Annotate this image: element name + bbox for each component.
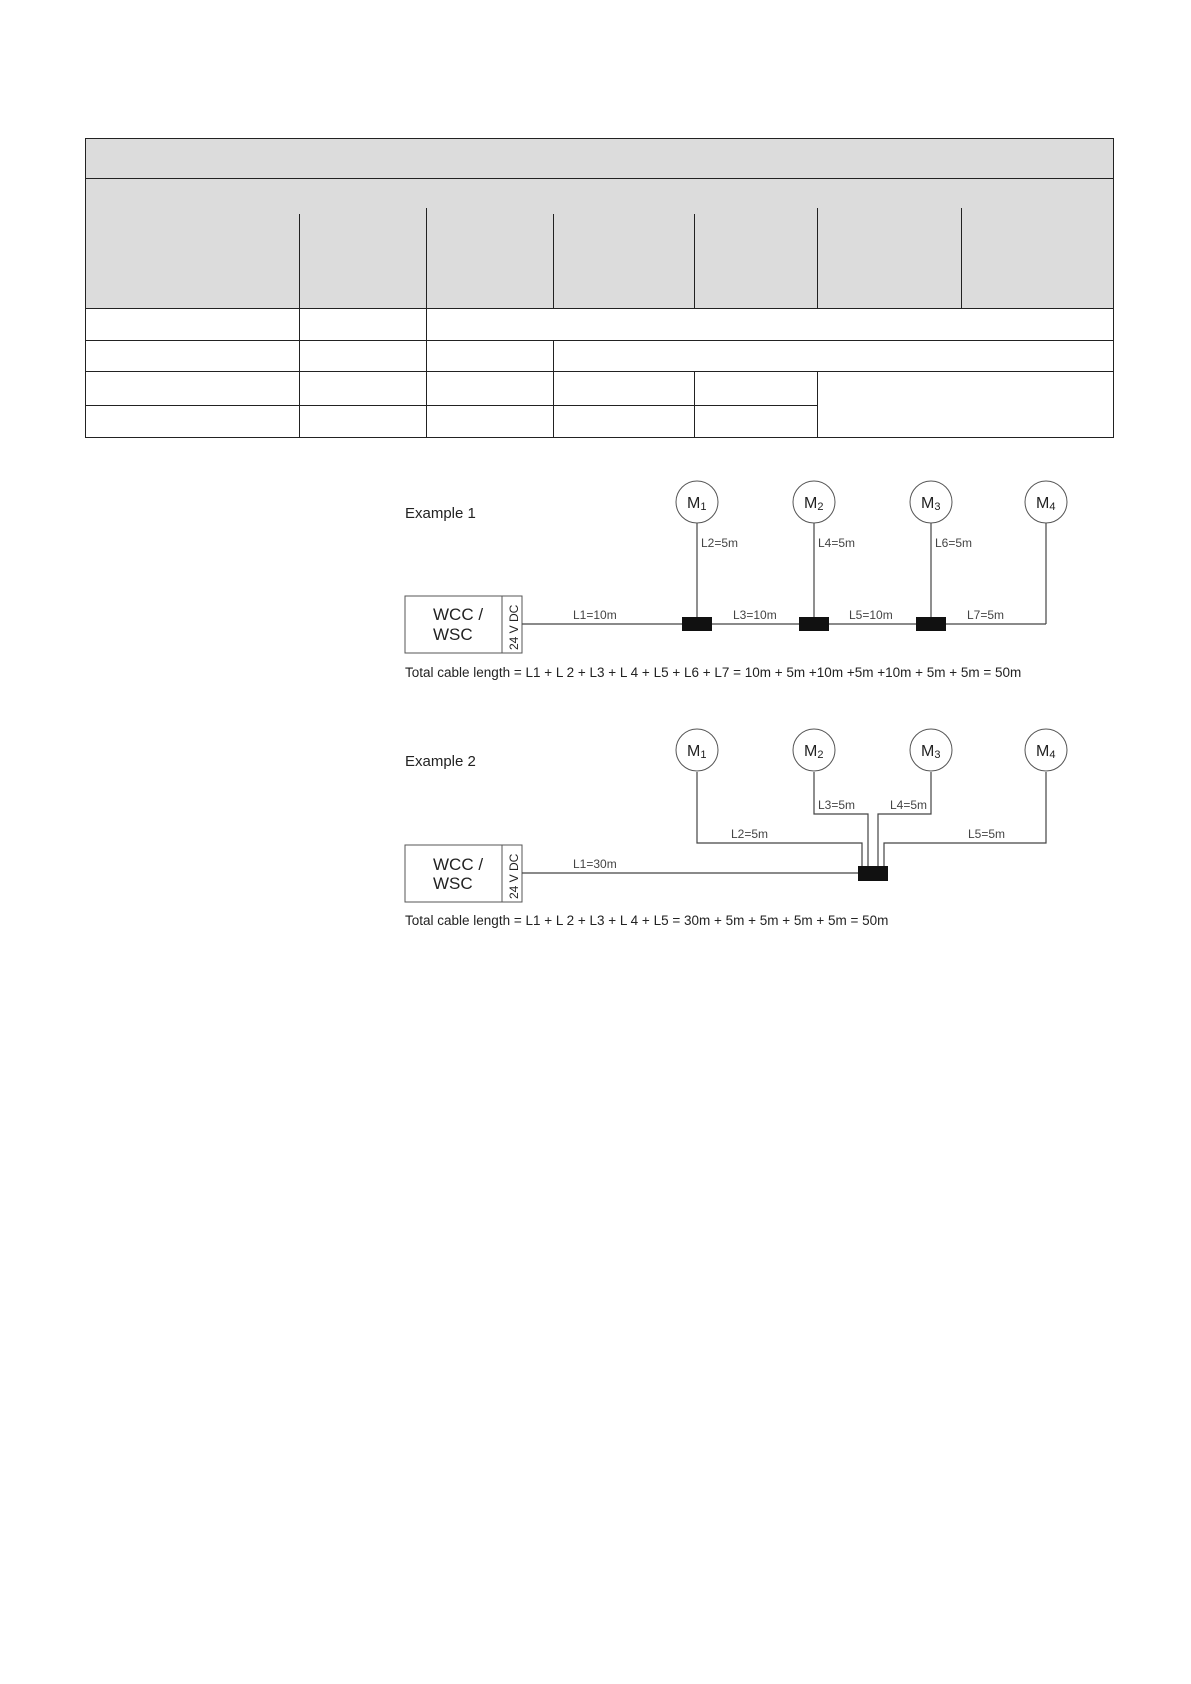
svg-text:M1: M1 <box>687 743 707 761</box>
motor-m1 <box>676 481 718 523</box>
drop-cable <box>884 772 1046 866</box>
controller-label-line2: WSC <box>433 625 473 644</box>
total-length-formula: Total cable length = L1 + L 2 + L3 + L 4 + L5 + L6 + L7 = 10m + 5m +10m +5m +10m + 5m + 5m = 50m <box>405 665 1022 680</box>
segment-label: L5=5m <box>968 827 1006 841</box>
motor-m3 <box>910 729 952 771</box>
example-1 <box>405 481 1067 680</box>
segment-label: L4=5m <box>818 536 856 550</box>
junction-block <box>916 617 946 631</box>
motor-m2 <box>793 729 835 771</box>
motor-m4 <box>1025 481 1067 523</box>
controller-label-line2: WSC <box>433 874 473 893</box>
segment-label: L5=10m <box>849 608 893 622</box>
motor-m1 <box>676 729 718 771</box>
svg-text:M4: M4 <box>1036 743 1056 761</box>
voltage-label: 24 V DC <box>507 604 521 650</box>
drop-cable <box>878 772 931 866</box>
example-2 <box>405 729 1067 928</box>
svg-text:M3: M3 <box>921 495 941 513</box>
segment-label: L4=5m <box>890 798 928 812</box>
segment-label: L1=10m <box>573 608 617 622</box>
drop-cable <box>814 772 868 866</box>
junction-block <box>799 617 829 631</box>
segment-label: L1=30m <box>573 857 617 871</box>
segment-label: L6=5m <box>935 536 973 550</box>
motor-m3 <box>910 481 952 523</box>
voltage-label: 24 V DC <box>507 853 521 899</box>
junction-hub <box>858 866 888 881</box>
segment-label: L2=5m <box>701 536 739 550</box>
motor-m4 <box>1025 729 1067 771</box>
drop-cable <box>697 772 862 866</box>
motor-m2 <box>793 481 835 523</box>
segment-label: L2=5m <box>731 827 769 841</box>
svg-text:M1: M1 <box>687 495 707 513</box>
svg-text:M3: M3 <box>921 743 941 761</box>
svg-text:M2: M2 <box>804 743 824 761</box>
example-label: Example 1 <box>405 505 476 522</box>
segment-label: L3=5m <box>818 798 856 812</box>
example-label: Example 2 <box>405 753 476 770</box>
controller-label-line1: WCC / <box>433 605 484 624</box>
segment-label: L7=5m <box>967 608 1005 622</box>
svg-text:M4: M4 <box>1036 495 1056 513</box>
total-length-formula: Total cable length = L1 + L 2 + L3 + L 4 + L5 = 30m + 5m + 5m + 5m + 5m = 50m <box>405 913 889 928</box>
junction-block <box>682 617 712 631</box>
segment-label: L3=10m <box>733 608 777 622</box>
svg-text:M2: M2 <box>804 495 824 513</box>
controller-label-line1: WCC / <box>433 855 484 874</box>
